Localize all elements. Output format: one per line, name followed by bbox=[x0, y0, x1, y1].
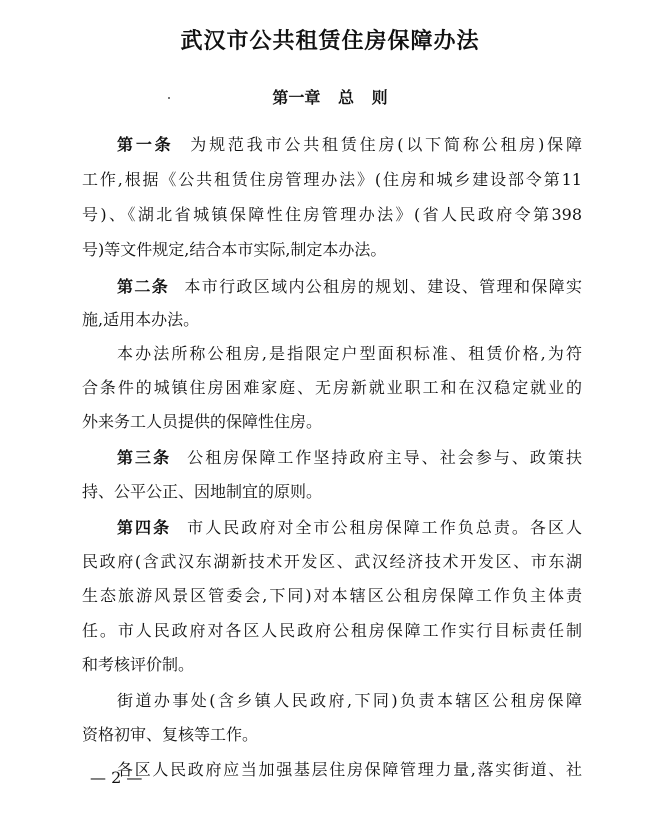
article-4-line-3: 生态旅游风景区管委会,下同)对本辖区公租房保障工作负主体责 bbox=[82, 586, 582, 605]
article-3-line-2: 持、公平公正、因地制宜的原则。 bbox=[82, 482, 323, 501]
definition-line-1: 本办法所称公租房,是指限定户型面积标准、租赁价格,为符 bbox=[117, 344, 582, 363]
article-4-text-1: 市人民政府对全市公租房保障工作负总责。各区人 bbox=[185, 518, 582, 537]
article-2-label: 第二条 bbox=[117, 277, 170, 296]
district-line-1: 各区人民政府应当加强基层住房保障管理力量,落实街道、社 bbox=[117, 760, 582, 779]
article-3-label: 第三条 bbox=[117, 448, 172, 467]
article-3-text-1: 公租房保障工作坚持政府主导、社会参与、政策扶 bbox=[185, 448, 582, 467]
document-title: 武汉市公共租赁住房保障办法 bbox=[180, 29, 480, 54]
article-1-line-2: 工作,根据《公共租赁住房管理办法》(住房和城乡建设部令第11 bbox=[82, 170, 582, 189]
article-1-line-1 bbox=[117, 125, 582, 165]
article-4-label: 第四条 bbox=[117, 518, 172, 537]
scan-speck bbox=[168, 97, 170, 99]
article-1-line-3: 号)、《湖北省城镇保障性住房管理办法》(省人民政府令第398 bbox=[82, 205, 582, 224]
article-4-line-2: 民政府(含武汉东湖新技术开发区、武汉经济技术开发区、市东湖 bbox=[82, 552, 582, 571]
article-4-line-5: 和考核评价制。 bbox=[82, 655, 195, 674]
street-line-1: 街道办事处(含乡镇人民政府,下同)负责本辖区公租房保障 bbox=[117, 691, 582, 710]
chapter-heading: 第一章 总 则 bbox=[272, 88, 388, 107]
definition-line-2: 合条件的城镇住房困难家庭、无房新就业职工和在汉稳定就业的 bbox=[82, 378, 582, 397]
article-2-line-2: 施,适用本办法。 bbox=[82, 310, 200, 329]
article-1-text-1: 为规范我市公共租赁住房(以下简称公租房)保障 bbox=[187, 135, 582, 154]
article-4-line-4: 任。市人民政府对各区人民政府公租房保障工作实行目标责任制 bbox=[82, 621, 582, 640]
street-line-2: 资格初审、复核等工作。 bbox=[82, 725, 259, 744]
article-2-text-1: 本市行政区域内公租房的规划、建设、管理和保障实 bbox=[183, 277, 582, 296]
definition-line-3: 外来务工人员提供的保障性住房。 bbox=[82, 412, 323, 431]
article-1-label: 第一条 bbox=[117, 135, 174, 154]
page-number: — 2 — bbox=[90, 768, 143, 787]
article-1-line-4: 号)等文件规定,结合本市实际,制定本办法。 bbox=[82, 240, 387, 259]
